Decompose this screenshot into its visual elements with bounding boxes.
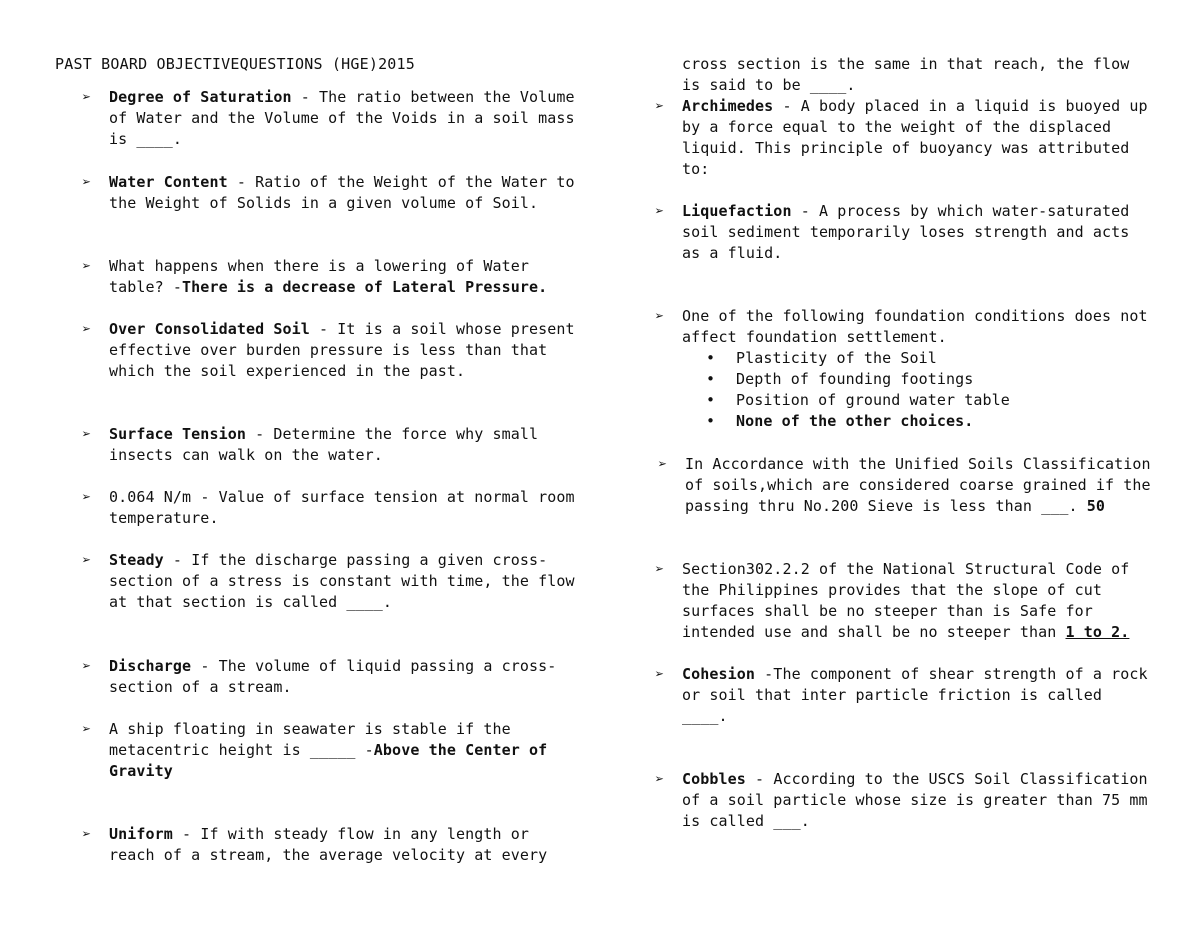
item-term: Water Content: [109, 173, 228, 191]
arrow-bullet-icon: ➢: [82, 173, 92, 191]
item-answer: 1 to 2.: [1065, 623, 1130, 641]
item-text: - A body placed in a liquid is buoyed up by a force equal to the weight of the displaced liquid. This principle of buoyancy was attributed to:: [682, 97, 1148, 178]
continued-text: [682, 54, 1152, 96]
choice-item: • Plasticity of the Soil: [706, 349, 937, 367]
arrow-bullet-icon: ➢: [82, 720, 92, 738]
arrow-bullet-icon: ➢: [655, 770, 665, 788]
item-term: Over Consolidated Soil: [109, 320, 310, 338]
list-item: [655, 664, 1152, 727]
item-term: Cohesion: [682, 665, 756, 683]
arrow-bullet-icon: ➢: [655, 97, 665, 115]
item-answer: Above the Center of Gravity: [109, 741, 548, 780]
item-text: - The volume of liquid passing a cross-section of a stream.: [109, 657, 557, 696]
list-item: [82, 550, 579, 613]
choice-item: • Depth of founding footings: [706, 370, 974, 388]
item-text: - A process by which water-saturated soil sediment temporarily loses strength and acts as a fluid.: [682, 202, 1130, 262]
list-item: [655, 559, 1152, 643]
item-answer: 50: [1086, 497, 1106, 515]
item-text: - The ratio between the Volume of Water and the Volume of the Voids in a soil mass is ____.: [109, 88, 575, 148]
item-text: - It is a soil whose present effective over burden pressure is less than that which the soil experienced in the past.: [109, 320, 575, 380]
arrow-bullet-icon: ➢: [82, 488, 92, 506]
arrow-bullet-icon: ➢: [655, 560, 665, 578]
choice-item-answer: • None of the other choices.: [706, 412, 974, 430]
item-term: 0.064 N/m: [109, 488, 192, 506]
item-term: Cobbles: [682, 770, 746, 788]
item-term: Uniform: [109, 825, 173, 843]
item-text: - According to the USCS Soil Classification of a soil particle whose size is greater than 75 mm is called ___.: [682, 770, 1148, 830]
item-term: Degree of Saturation: [109, 88, 292, 106]
arrow-bullet-icon: ➢: [82, 88, 92, 106]
dot-bullet-icon: •: [706, 370, 716, 388]
item-text: - If the discharge passing a given cross-section of a stress is constant with time, the flow at that section is called ____.: [109, 551, 575, 611]
list-item: [82, 424, 579, 466]
item-text: cross section is the same in that reach, the flow is said to be ____.: [682, 55, 1130, 94]
item-text: - If with steady flow in any length or reach of a stream, the average velocity at every: [109, 825, 548, 864]
item-text: Section302.2.2 of the National Structural Code of the Philippines provides that the slope of cut surfaces shall be no steeper than is Safe for intended use and shall be no steeper than: [682, 560, 1130, 641]
item-term: Steady: [109, 551, 164, 569]
list-item: [82, 656, 579, 698]
arrow-bullet-icon: ➢: [82, 657, 92, 675]
item-term: Surface Tension: [109, 425, 246, 443]
arrow-bullet-icon: ➢: [655, 307, 665, 325]
list-item: [655, 769, 1152, 832]
list-item: [82, 256, 579, 298]
item-text: - Determine the force why small insects can walk on the water.: [109, 425, 539, 464]
arrow-bullet-icon: ➢: [658, 455, 668, 473]
item-term: Archimedes: [682, 97, 774, 115]
item-text: In Accordance with the Unified Soils Classification of soils,which are considered coarse grained if the passing thru No.200 Sieve is less than ___.: [685, 455, 1151, 515]
arrow-bullet-icon: ➢: [82, 257, 92, 275]
arrow-bullet-icon: ➢: [82, 551, 92, 569]
list-item: [655, 96, 1152, 180]
item-text: -The component of shear strength of a rock or soil that inter particle friction is called ____.: [682, 665, 1148, 725]
list-item: [658, 454, 1153, 517]
dot-bullet-icon: •: [706, 391, 716, 409]
list-item: [82, 172, 579, 214]
page-title: PAST BOARD OBJECTIVEQUESTIONS (HGE)2015: [55, 55, 415, 73]
arrow-bullet-icon: ➢: [82, 320, 92, 338]
dot-bullet-icon: •: [706, 349, 716, 367]
arrow-bullet-icon: ➢: [655, 665, 665, 683]
item-term: Discharge: [109, 657, 192, 675]
list-item: [82, 719, 579, 782]
list-item: [655, 201, 1152, 264]
item-answer: There is a decrease of Lateral Pressure.: [182, 278, 548, 296]
item-question: What happens when there is a lowering of Water table? -: [109, 257, 530, 296]
item-text: - Ratio of the Weight of the Water to the Weight of Solids in a given volume of Soil.: [109, 173, 575, 212]
list-item: [82, 87, 579, 150]
dot-bullet-icon: •: [706, 412, 716, 430]
choice-item: • Position of ground water table: [706, 391, 1010, 409]
arrow-bullet-icon: ➢: [82, 425, 92, 443]
list-item: [82, 319, 579, 382]
list-item: [82, 824, 579, 866]
item-question: A ship floating in seawater is stable if the metacentric height is _____ -: [109, 720, 511, 759]
choice-list: [682, 348, 1152, 432]
list-item: [655, 306, 1152, 432]
item-term: Liquefaction: [682, 202, 792, 220]
list-item: [82, 487, 579, 529]
arrow-bullet-icon: ➢: [82, 825, 92, 843]
item-text: - Value of surface tension at normal room temperature.: [109, 488, 575, 527]
item-question: One of the following foundation conditions does not affect foundation settlement.: [682, 307, 1148, 346]
arrow-bullet-icon: ➢: [655, 202, 665, 220]
